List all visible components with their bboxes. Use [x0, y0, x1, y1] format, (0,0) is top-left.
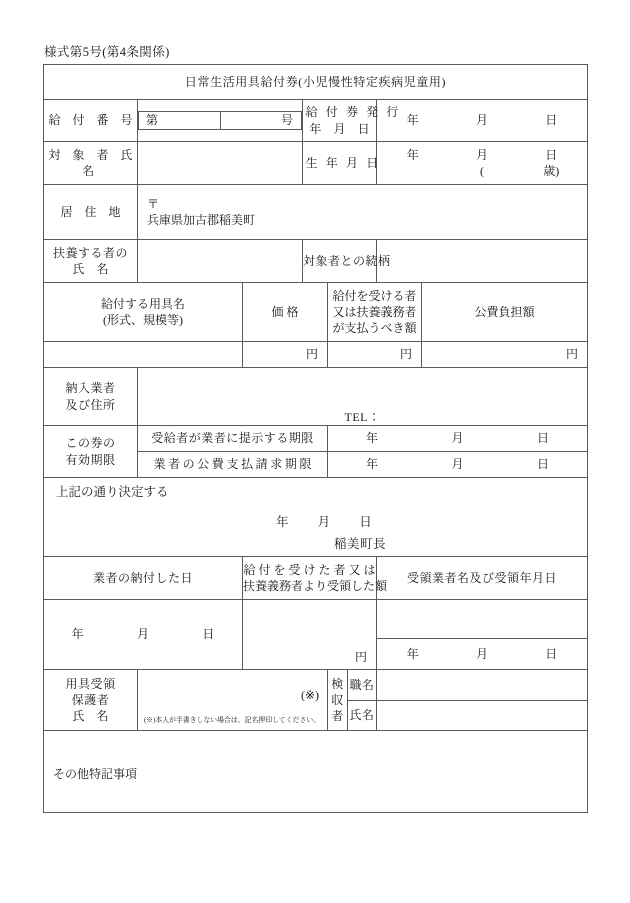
- benefit-number-prefix: 第: [139, 112, 221, 129]
- issue-date-label: [303, 100, 401, 142]
- price-value[interactable]: [243, 342, 328, 368]
- job-title-value[interactable]: [377, 670, 588, 701]
- receipt-supplier-label: 受領業者名及び受領年月日: [377, 557, 588, 600]
- received-amount-value[interactable]: [243, 600, 377, 670]
- issue-date-year: 年: [406, 113, 419, 128]
- issue-date-day: 日: [545, 113, 558, 128]
- other-notes-row: [44, 731, 588, 813]
- postal-code-mark: 〒: [147, 196, 160, 211]
- mayor-title: 稲美町長: [334, 537, 387, 551]
- device-receipt-label: [44, 670, 138, 731]
- decision-date-day: 日: [359, 515, 372, 529]
- delivery-date-year: 年: [71, 627, 84, 642]
- benefit-number-row: [44, 100, 588, 142]
- job-title-label: 職名: [348, 670, 377, 701]
- device-name-label-line1: 給付する用具名: [100, 296, 185, 311]
- validity-claim-value[interactable]: [328, 452, 588, 478]
- payable-amount-value[interactable]: [328, 342, 422, 368]
- public-burden-value[interactable]: [422, 342, 588, 368]
- supplier-tel-label: TEL：: [344, 409, 381, 424]
- payable-amount-label-line1: 給付を受ける者: [332, 288, 417, 303]
- seal-note: (※)本人が手書きしない場合は、記名押印してください。: [144, 715, 321, 724]
- public-burden-label: 公費負担額: [422, 283, 588, 342]
- inspector-label: 検収者: [328, 670, 348, 731]
- device-name-value[interactable]: [44, 342, 243, 368]
- device-receipt-row: [44, 670, 588, 701]
- delivery-date-month: 月: [136, 627, 149, 642]
- supplier-label: [44, 368, 138, 426]
- recipient-name-row: [44, 142, 588, 185]
- recipient-name-value[interactable]: [138, 142, 303, 185]
- decision-date[interactable]: [276, 514, 372, 531]
- supplier-row: [44, 368, 588, 426]
- issue-date-value[interactable]: [377, 100, 588, 142]
- receipt-date-year: 年: [406, 646, 419, 661]
- supporter-row: [44, 240, 588, 283]
- received-amount-label-line2: 扶養義務者より受領した額: [243, 579, 388, 593]
- supporter-name-value[interactable]: [138, 240, 303, 283]
- decision-date-month: 月: [317, 515, 331, 529]
- benefit-number-suffix: 号: [220, 112, 302, 129]
- received-amount-label: [243, 557, 388, 600]
- supplier-label-line1: 納入業者: [65, 381, 116, 396]
- decision-date-year: 年: [276, 515, 289, 529]
- receipt-header-row: [44, 557, 588, 600]
- benefit-number-label: 給 付 番 号: [44, 100, 138, 142]
- relationship-label: 対象者との続柄: [303, 240, 377, 283]
- residence-row: [44, 185, 588, 240]
- receipt-date-month: 月: [476, 646, 489, 661]
- relationship-value[interactable]: [377, 240, 588, 283]
- validity-claim-label: 業者の公費支払請求期限: [138, 452, 328, 478]
- validity-present-value[interactable]: [328, 426, 588, 452]
- device-receipt-label-line3: 氏 名: [72, 709, 113, 724]
- issue-date-label-year: 年: [309, 121, 322, 136]
- decision-cell: [44, 478, 588, 557]
- birth-date-label: 生 年 月 日: [303, 142, 377, 185]
- device-receipt-label-line2: 保護者: [71, 692, 110, 707]
- residence-address: 兵庫県加古郡稲美町: [147, 213, 256, 227]
- residence-label: 居 住 地: [44, 185, 138, 240]
- other-notes-cell[interactable]: [44, 731, 588, 813]
- receipt-date-day: 日: [545, 646, 558, 661]
- validity-present-month: 月: [451, 431, 464, 446]
- supplier-value[interactable]: [138, 368, 588, 426]
- validity-claim-year: 年: [366, 457, 379, 472]
- device-name-label-line2: (形式、規模等): [103, 313, 183, 327]
- issue-date-month: 月: [476, 113, 489, 128]
- recipient-name-label: 対 象 者 氏 名: [44, 142, 138, 185]
- birth-date-year: 年: [406, 147, 419, 162]
- price-yen: 円: [305, 347, 318, 362]
- validity-present-row: [44, 426, 588, 452]
- inspector-name-value[interactable]: [377, 700, 588, 731]
- price-label: 価 格: [243, 283, 328, 342]
- supplier-label-line2: 及び住所: [65, 397, 116, 412]
- residence-value[interactable]: [138, 185, 588, 240]
- form-number: 様式第5号(第4条関係): [44, 45, 170, 59]
- receipt-supplier-date-value[interactable]: [377, 639, 588, 670]
- delivery-date-label: 業者の納付した日: [44, 557, 243, 600]
- supporter-name-label: [44, 240, 138, 283]
- received-amount-yen: 円: [354, 649, 367, 664]
- validity-claim-day: 日: [536, 457, 549, 472]
- payable-yen: 円: [399, 347, 412, 362]
- age-paren: (: [480, 164, 484, 178]
- validity-label-line2: 有効期限: [65, 452, 116, 467]
- receipt-value-row: [44, 600, 588, 639]
- validity-claim-month: 月: [451, 457, 464, 472]
- delivery-date-value[interactable]: [44, 600, 243, 670]
- decision-row: [44, 478, 588, 557]
- supporter-name-label-line1: 扶養する者の: [52, 245, 128, 260]
- birth-date-value[interactable]: [377, 142, 588, 185]
- issue-date-label-line1: 給 付 券 発 行: [305, 105, 401, 120]
- validity-present-year: 年: [366, 431, 379, 446]
- received-amount-label-line1: 給 付 を 受 け た 者 又 は: [243, 562, 376, 577]
- benefit-voucher-table: [43, 64, 588, 813]
- issue-date-label-month: 月: [333, 121, 346, 136]
- device-table-header-row: [44, 283, 588, 342]
- payable-amount-label-line3: が支払うべき額: [332, 321, 417, 336]
- birth-date-day: 日: [545, 147, 558, 162]
- device-table-value-row: [44, 342, 588, 368]
- delivery-date-day: 日: [202, 627, 215, 642]
- seal-mark: (※): [300, 688, 319, 702]
- other-notes-label: その他特記事項: [53, 766, 138, 781]
- form-title: 日常生活用具給付券(小児慢性特定疾病児童用): [44, 65, 588, 100]
- receipt-supplier-name-value[interactable]: [377, 600, 588, 639]
- device-receipt-label-line1: 用具受領: [65, 676, 116, 691]
- device-name-label: [44, 283, 243, 342]
- benefit-number-value[interactable]: [138, 100, 303, 142]
- device-receipt-value[interactable]: [138, 670, 328, 731]
- payable-amount-label: [328, 283, 422, 342]
- inspector-name-label: 氏名: [348, 700, 377, 731]
- title-row: [44, 65, 588, 100]
- decision-text: 上記の通り決定する: [56, 485, 169, 499]
- validity-present-label: 受給者が業者に提示する期限: [138, 426, 328, 452]
- supporter-name-label-line2: 氏 名: [72, 262, 113, 276]
- issue-date-label-day: 日: [357, 121, 370, 136]
- validity-label: [44, 426, 138, 478]
- public-burden-yen: 円: [566, 347, 579, 362]
- validity-present-day: 日: [536, 431, 549, 446]
- payable-amount-label-line2: 又は扶養義務者: [332, 304, 417, 319]
- age-suffix: 歳): [543, 164, 560, 178]
- birth-date-month: 月: [476, 147, 489, 162]
- validity-label-line1: この券の: [65, 436, 116, 451]
